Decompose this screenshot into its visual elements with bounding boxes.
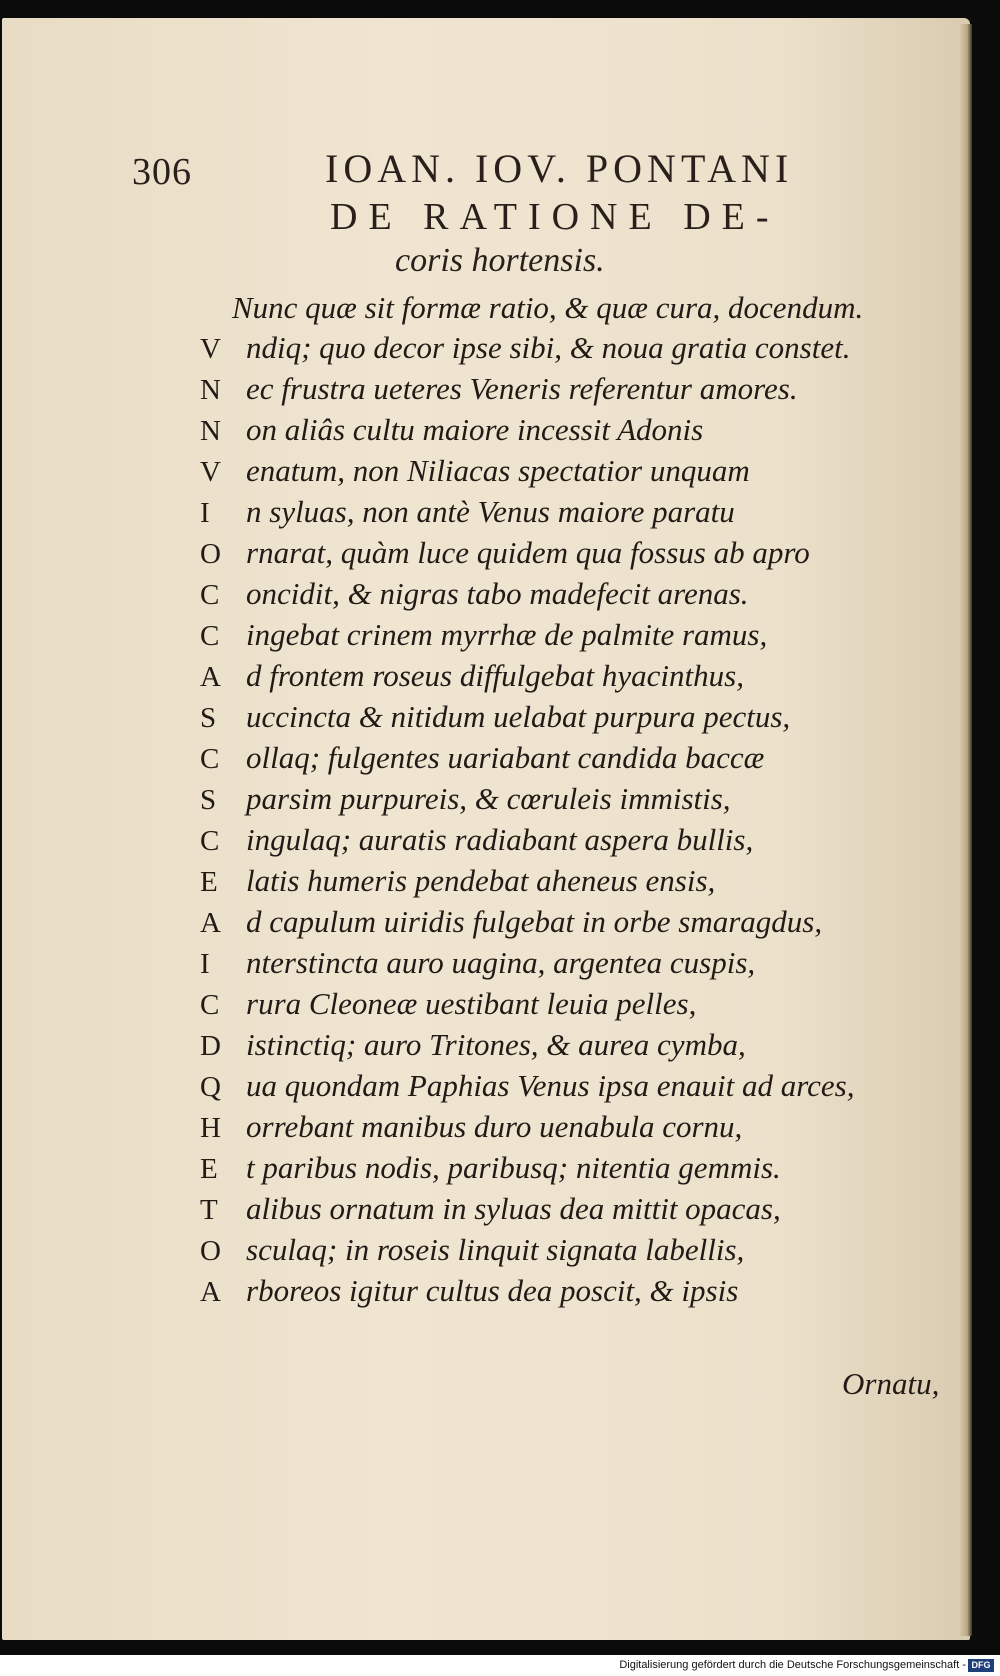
verse-text: alibus ornatum in syluas dea mittit opacas, <box>246 1191 781 1226</box>
verse-initial: C <box>200 989 220 1021</box>
verse-line <box>200 330 850 370</box>
verse-text: istinctiq; auro Tritones, & aurea cymba, <box>246 1027 746 1062</box>
verse-initial: N <box>200 415 221 447</box>
verse-line <box>200 1027 746 1067</box>
verse-line <box>200 822 753 862</box>
verse-line <box>200 740 764 780</box>
verse-initial: S <box>200 784 217 816</box>
verse-text: n syluas, non antè Venus maiore paratu <box>246 494 735 529</box>
section-subtitle: coris hortensis. <box>395 242 605 279</box>
verse-line <box>200 576 749 616</box>
verse-initial: E <box>200 866 218 898</box>
verse-line <box>200 863 715 903</box>
verse-initial: A <box>200 661 221 693</box>
verse-line <box>200 535 810 575</box>
verse-line <box>200 904 822 944</box>
verse-initial: C <box>200 743 220 775</box>
verse-initial: S <box>200 702 217 734</box>
verse-line <box>200 781 731 821</box>
dfg-logo: DFG <box>968 1659 994 1672</box>
footer-credit: Digitalisierung gefördert durch die Deutsche Forschungsgemeinschaft - <box>619 1659 966 1671</box>
verse-initial: C <box>200 825 220 857</box>
verse-line <box>200 986 696 1026</box>
verse-text: ec frustra ueteres Veneris referentur amores. <box>246 371 798 406</box>
verse-text: sculaq; in roseis linquit signata labellis, <box>246 1232 745 1267</box>
verse-initial: T <box>200 1194 218 1226</box>
verse-text: d frontem roseus diffulgebat hyacinthus, <box>246 658 744 693</box>
verse-line <box>200 1191 781 1231</box>
verse-text: parsim purpureis, & cœruleis immistis, <box>246 781 731 816</box>
verse-text: rnarat, quàm luce quidem qua fossus ab apro <box>246 535 810 570</box>
verse-initial: A <box>200 907 221 939</box>
verse-initial: O <box>200 1235 221 1267</box>
verse-initial: V <box>200 333 221 365</box>
verse-line <box>200 1232 744 1272</box>
verse-line-first: Nunc quæ sit formæ ratio, & quæ cura, docendum. <box>232 290 864 325</box>
verse-line <box>200 371 798 411</box>
page-number: 306 <box>132 151 192 193</box>
verse-initial: A <box>200 1276 221 1308</box>
verse-text: ollaq; fulgentes uariabant candida baccæ <box>246 740 765 775</box>
catchword: Ornatu, <box>842 1366 940 1401</box>
verse-text: on aliâs cultu maiore incessit Adonis <box>246 412 704 447</box>
verse-line <box>200 617 767 657</box>
verse-line <box>200 1109 742 1149</box>
verse-text: d capulum uiridis fulgebat in orbe smaragdus, <box>246 904 823 939</box>
verse-initial: I <box>200 948 210 980</box>
verse-text: rboreos igitur cultus dea poscit, & ipsis <box>246 1273 739 1308</box>
verse-initial: V <box>200 456 221 488</box>
verse-line <box>200 945 755 985</box>
verse-text: ndiq; quo decor ipse sibi, & noua gratia constet. <box>246 330 851 365</box>
verse-text: rura Cleoneæ uestibant leuia pelles, <box>246 986 697 1021</box>
verse-text: uccincta & nitidum uelabat purpura pectus, <box>246 699 791 734</box>
verse-initial: C <box>200 620 220 652</box>
verse-initial: C <box>200 579 220 611</box>
verse-initial: N <box>200 374 221 406</box>
verse-initial: Q <box>200 1071 221 1103</box>
verse-initial: E <box>200 1153 218 1185</box>
verse-text: enatum, non Niliacas spectatior unquam <box>246 453 750 488</box>
running-head: IOAN. IOV. PONTANI <box>325 146 794 191</box>
verse-line <box>200 494 735 534</box>
verse-line <box>200 1068 854 1108</box>
verse-text: ingebat crinem myrrhæ de palmite ramus, <box>246 617 768 652</box>
verse-text: t paribus nodis, paribusq; nitentia gemmis. <box>246 1150 781 1185</box>
verse-initial: I <box>200 497 210 529</box>
verse-line <box>200 658 744 698</box>
verse-line <box>200 412 703 452</box>
verse-initial: O <box>200 538 221 570</box>
verse-line <box>200 699 790 739</box>
verse-text: oncidit, & nigras tabo madefecit arenas. <box>246 576 749 611</box>
verse-text: ingulaq; auratis radiabant aspera bullis, <box>246 822 754 857</box>
verse-line <box>200 453 750 493</box>
verse-text: orrebant manibus duro uenabula cornu, <box>246 1109 743 1144</box>
verse-text: ua quondam Paphias Venus ipsa enauit ad arces, <box>246 1068 855 1103</box>
verse-text: latis humeris pendebat aheneus ensis, <box>246 863 716 898</box>
section-title: DE RATIONE DE- <box>330 196 780 238</box>
page-edge <box>960 24 972 1636</box>
verse-text: nterstincta auro uagina, argentea cuspis, <box>246 945 756 980</box>
verse-initial: H <box>200 1112 221 1144</box>
verse-line <box>200 1273 738 1313</box>
verse-line <box>200 1150 781 1190</box>
verse-initial: D <box>200 1030 221 1062</box>
